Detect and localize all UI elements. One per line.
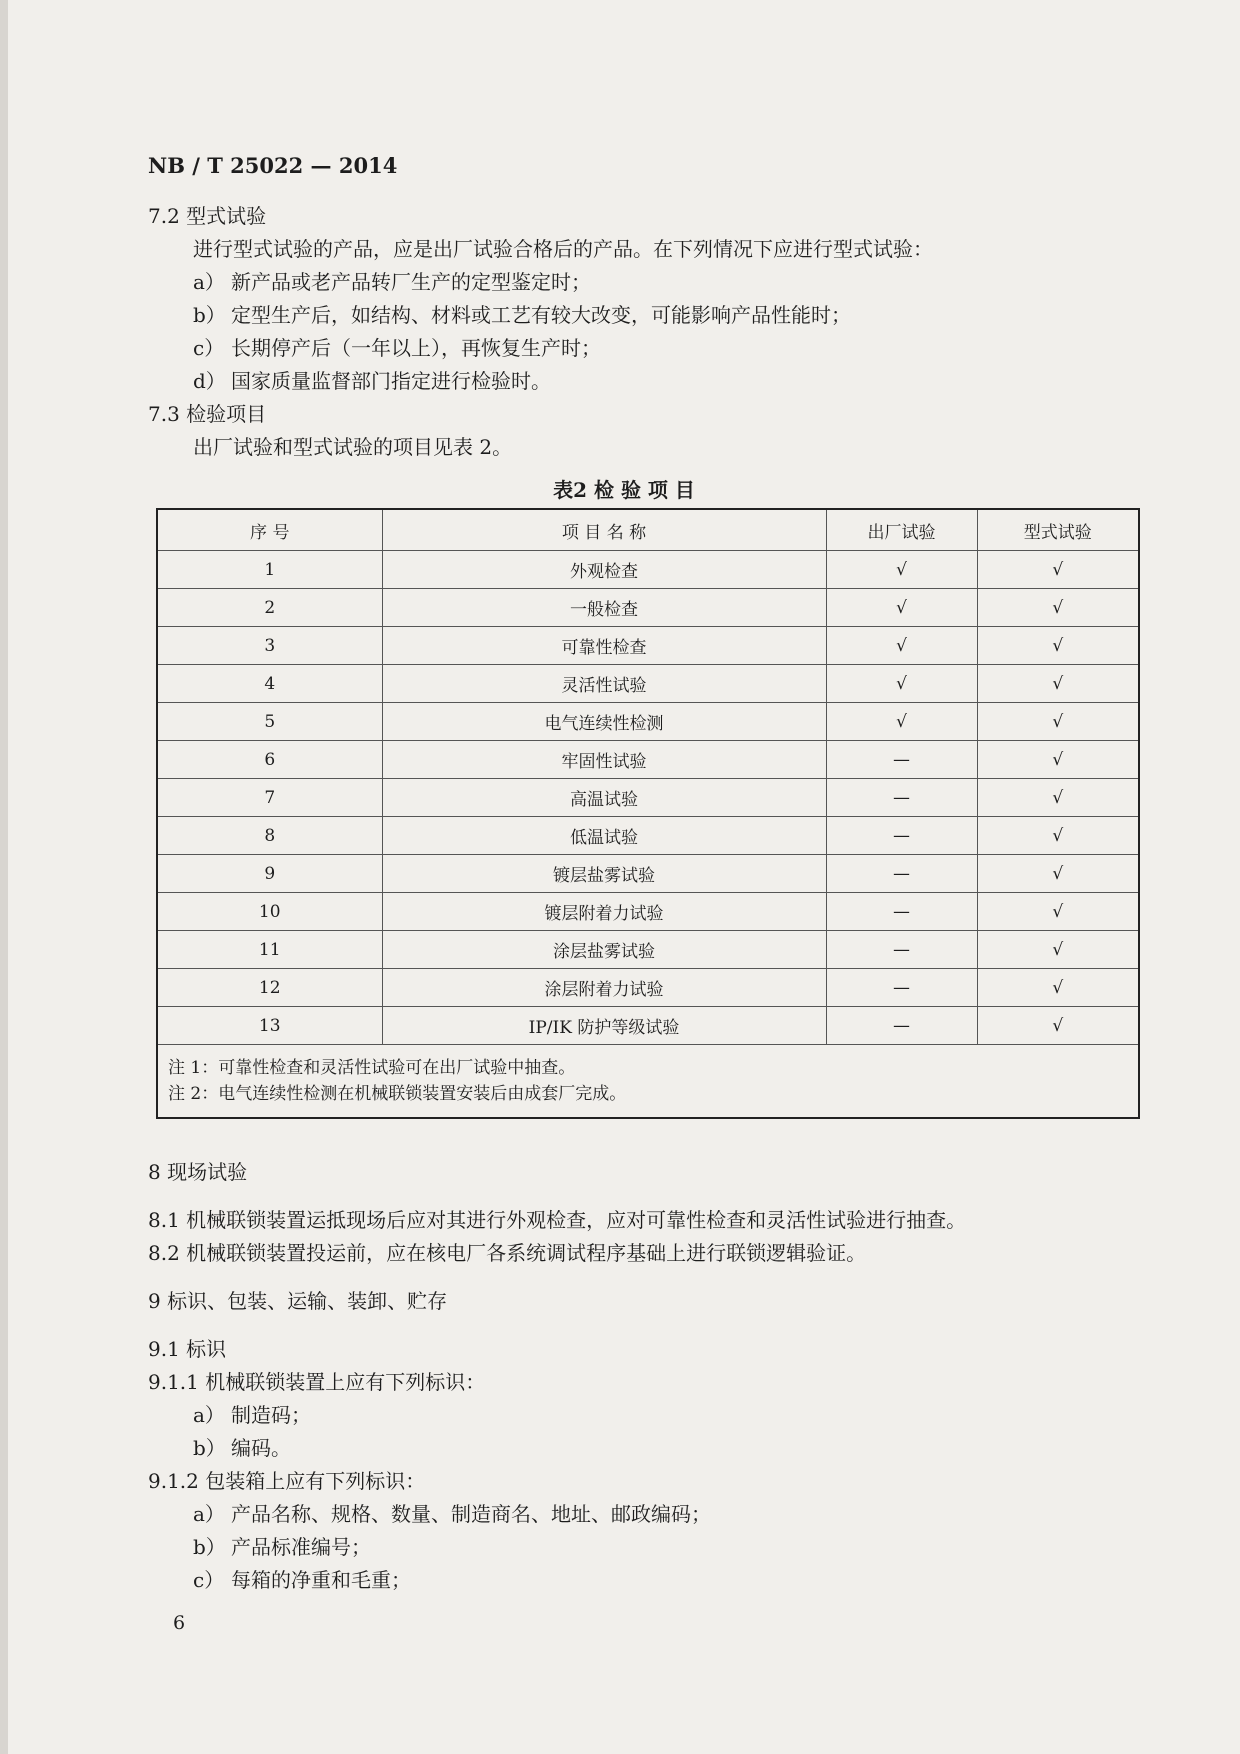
section-9-1-2: 9.1.2 包装箱上应有下列标识：: [148, 1469, 426, 1493]
row-no: 13: [157, 1007, 382, 1045]
row-factory-mark: —: [826, 741, 977, 779]
list-item: [193, 1399, 311, 1428]
section-7-2-intro: 进行型式试验的产品，应是出厂试验合格后的产品。在下列情况下应进行型式试验：: [193, 237, 933, 261]
section-9-1-1: 9.1.1 机械联锁装置上应有下列标识：: [148, 1370, 486, 1394]
row-no: 7: [157, 779, 382, 817]
table-row: [157, 741, 1139, 779]
list-text: 编码。: [231, 1436, 291, 1460]
list-text: 国家质量监督部门指定进行检验时。: [231, 369, 551, 393]
table-header-row: [157, 509, 1139, 551]
list-text: 新产品或老产品转厂生产的定型鉴定时；: [231, 270, 591, 294]
list-item: [193, 365, 551, 394]
page-binding-edge: [0, 0, 8, 1754]
list-item: [193, 1531, 371, 1560]
list-label: b）: [193, 1436, 226, 1460]
row-type-mark: √: [977, 627, 1139, 665]
list-label: b）: [193, 1535, 226, 1559]
row-type-mark: √: [977, 703, 1139, 741]
inspection-items-table: [156, 508, 1140, 1119]
table-row: [157, 969, 1139, 1007]
header-type-test: 型式试验: [977, 509, 1139, 551]
header-name: 项 目 名 称: [382, 509, 826, 551]
row-factory-mark: —: [826, 893, 977, 931]
table-row: [157, 665, 1139, 703]
table-row: [157, 703, 1139, 741]
table-row: [157, 817, 1139, 855]
table-caption: 表2 检 验 项 目: [553, 478, 695, 502]
list-label: c）: [193, 336, 225, 360]
list-label: a）: [193, 1403, 225, 1427]
section-9-1-title: 9.1 标识: [148, 1337, 227, 1361]
row-factory-mark: √: [826, 551, 977, 589]
row-type-mark: √: [977, 855, 1139, 893]
section-7-2-title: 7.2 型式试验: [148, 204, 267, 228]
row-no: 8: [157, 817, 382, 855]
header-factory-test: 出厂试验: [826, 509, 977, 551]
row-factory-mark: —: [826, 1007, 977, 1045]
row-name: 镀层盐雾试验: [382, 855, 826, 893]
row-factory-mark: —: [826, 855, 977, 893]
row-type-mark: √: [977, 931, 1139, 969]
row-no: 5: [157, 703, 382, 741]
row-no: 4: [157, 665, 382, 703]
table-row: [157, 931, 1139, 969]
row-factory-mark: √: [826, 703, 977, 741]
row-no: 2: [157, 589, 382, 627]
row-no: 6: [157, 741, 382, 779]
list-text: 长期停产后（一年以上），再恢复生产时；: [231, 336, 601, 360]
list-label: c）: [193, 1568, 225, 1592]
row-name: 高温试验: [382, 779, 826, 817]
list-label: a）: [193, 270, 225, 294]
row-factory-mark: √: [826, 589, 977, 627]
row-type-mark: √: [977, 589, 1139, 627]
row-name: 灵活性试验: [382, 665, 826, 703]
table-notes: [157, 1045, 1139, 1119]
page-number: 6: [173, 1612, 186, 1634]
section-7-3-title: 7.3 检验项目: [148, 402, 267, 426]
row-no: 12: [157, 969, 382, 1007]
row-name: 涂层盐雾试验: [382, 931, 826, 969]
table-row: [157, 1007, 1139, 1045]
list-label: b）: [193, 303, 226, 327]
list-item: [193, 1564, 411, 1593]
section-7-3-text: 出厂试验和型式试验的项目见表 2。: [193, 435, 513, 459]
row-type-mark: √: [977, 1007, 1139, 1045]
table-note-1: 注 1：可靠性检查和灵活性试验可在出厂试验中抽查。: [168, 1058, 576, 1078]
list-text: 每箱的净重和毛重；: [231, 1568, 411, 1592]
row-type-mark: √: [977, 779, 1139, 817]
list-text: 产品名称、规格、数量、制造商名、地址、邮政编码；: [231, 1502, 711, 1526]
list-text: 制造码；: [231, 1403, 311, 1427]
row-no: 3: [157, 627, 382, 665]
row-type-mark: √: [977, 817, 1139, 855]
row-name: 涂层附着力试验: [382, 969, 826, 1007]
table-row: [157, 855, 1139, 893]
row-factory-mark: √: [826, 665, 977, 703]
standard-number: NB / T 25022 — 2014: [148, 153, 398, 178]
table-row: [157, 893, 1139, 931]
row-name: 可靠性检查: [382, 627, 826, 665]
row-no: 1: [157, 551, 382, 589]
row-name: 外观检查: [382, 551, 826, 589]
table-note-2: 注 2：电气连续性检测在机械联锁装置安装后由成套厂完成。: [168, 1084, 627, 1104]
section-9-title: 9 标识、包装、运输、装卸、贮存: [148, 1289, 448, 1313]
table-row: [157, 589, 1139, 627]
table-row: [157, 779, 1139, 817]
row-type-mark: √: [977, 969, 1139, 1007]
list-item: [193, 1498, 711, 1527]
row-name: 低温试验: [382, 817, 826, 855]
row-factory-mark: —: [826, 969, 977, 1007]
table-row: [157, 551, 1139, 589]
list-label: d）: [193, 369, 226, 393]
list-text: 产品标准编号；: [231, 1535, 371, 1559]
row-type-mark: √: [977, 551, 1139, 589]
list-label: a）: [193, 1502, 225, 1526]
section-8-2: 8.2 机械联锁装置投运前，应在核电厂各系统调试程序基础上进行联锁逻辑验证。: [148, 1241, 867, 1265]
list-item: [193, 299, 851, 328]
row-name: 电气连续性检测: [382, 703, 826, 741]
row-type-mark: √: [977, 741, 1139, 779]
row-no: 11: [157, 931, 382, 969]
row-no: 9: [157, 855, 382, 893]
list-item: [193, 1432, 291, 1461]
row-factory-mark: —: [826, 817, 977, 855]
row-type-mark: √: [977, 665, 1139, 703]
document-page: [8, 0, 1240, 1754]
row-name: 牢固性试验: [382, 741, 826, 779]
list-item: [193, 332, 601, 361]
table-notes-row: [157, 1045, 1139, 1119]
table-row: [157, 627, 1139, 665]
row-name: IP/IK 防护等级试验: [382, 1007, 826, 1045]
row-factory-mark: √: [826, 627, 977, 665]
list-text: 定型生产后，如结构、材料或工艺有较大改变，可能影响产品性能时；: [231, 303, 851, 327]
list-item: [193, 266, 591, 295]
row-name: 镀层附着力试验: [382, 893, 826, 931]
row-factory-mark: —: [826, 931, 977, 969]
row-no: 10: [157, 893, 382, 931]
section-8-title: 8 现场试验: [148, 1160, 248, 1184]
row-name: 一般检查: [382, 589, 826, 627]
row-factory-mark: —: [826, 779, 977, 817]
header-no: 序 号: [157, 509, 382, 551]
section-8-1: 8.1 机械联锁装置运抵现场后应对其进行外观检查，应对可靠性检查和灵活性试验进行抽查。: [148, 1208, 967, 1232]
row-type-mark: √: [977, 893, 1139, 931]
